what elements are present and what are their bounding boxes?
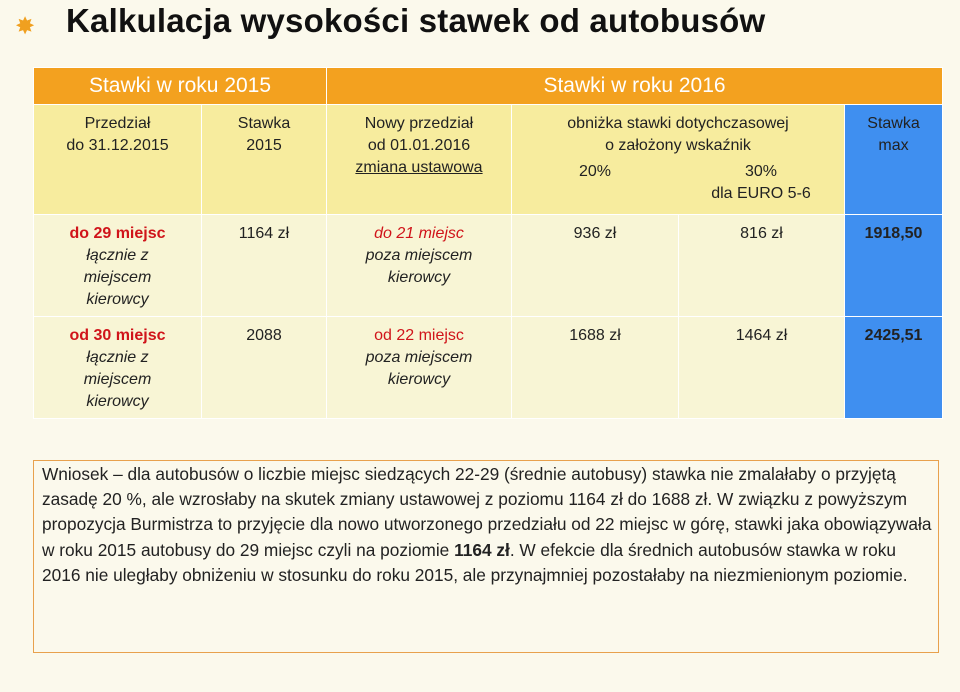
conclusion-part2: . W efekcie dla średnich autobusów stawka w roku 2016 nie uległaby obniżeniu w stosunku do roku 2015, ale przynajmniej pozostałaby na niezmienionym poziomie.	[42, 539, 908, 585]
rate-30-cell: 1464 zł	[679, 317, 845, 419]
table-row	[34, 215, 943, 317]
new-range-cell: do 21 miejsc poza miejscem kierowcy	[327, 215, 512, 317]
col-range-2015: Przedział do 31.12.2015	[34, 105, 202, 215]
header-2016: Stawki w roku 2016	[327, 68, 943, 105]
rate-2015-cell: 2088	[202, 317, 327, 419]
max-rate-cell: 1918,50	[845, 215, 943, 317]
rates-table	[33, 67, 943, 419]
rate-20-cell: 936 zł	[512, 215, 679, 317]
max-rate-cell: 2425,51	[845, 317, 943, 419]
col-rate-2015: Stawka 2015	[202, 105, 327, 215]
range-2015-cell: do 29 miejsc łącznie z miejscem kierowcy	[34, 215, 202, 317]
new-range-cell: od 22 miejsc poza miejscem kierowcy	[327, 317, 512, 419]
star-bullet-icon: ✸	[14, 13, 36, 40]
conclusion-box	[33, 460, 939, 653]
conclusion-highlight: 1164 zł	[454, 539, 510, 560]
col-new-range: Nowy przedział od 01.01.2016 zmiana ustawowa	[327, 105, 512, 215]
conclusion-part1: – dla autobusów o liczbie miejsc siedzących 22-29 (średnie autobusy) stawka nie zmalałaby o przyjętą zasadę 20 %, ale wzrosłaby na skutek zmiany ustawowej z poziomu 1164 zł do 1688 zł. W związku z powyższym propozycja Burmistrza to przyjęcie dla nowo utworzonego przedziału od 22 miejsc w górę, stawki jaka obowiązywała w roku 2015 autobusy do 29 miejsc czyli na poziomie	[42, 464, 932, 560]
header-2015: Stawki w roku 2015	[34, 68, 327, 105]
col-reduction-30: 30% dla EURO 5-6	[711, 163, 811, 202]
page-title: Kalkulacja wysokości stawek od autobusów	[66, 2, 766, 39]
rate-20-cell: 1688 zł	[512, 317, 679, 419]
range-2015-cell: od 30 miejsc łącznie z miejscem kierowcy	[34, 317, 202, 419]
conclusion-lead: Wniosek	[42, 464, 109, 484]
table-row	[34, 317, 943, 419]
rate-30-cell: 816 zł	[679, 215, 845, 317]
col-reduction: obniżka stawki dotychczasowej o założony wskaźnik 20% 30% dla EURO 5-6	[512, 105, 845, 215]
rate-2015-cell: 1164 zł	[202, 215, 327, 317]
col-reduction-20: 20%	[578, 163, 612, 180]
col-max-rate: Stawka max	[845, 105, 943, 215]
